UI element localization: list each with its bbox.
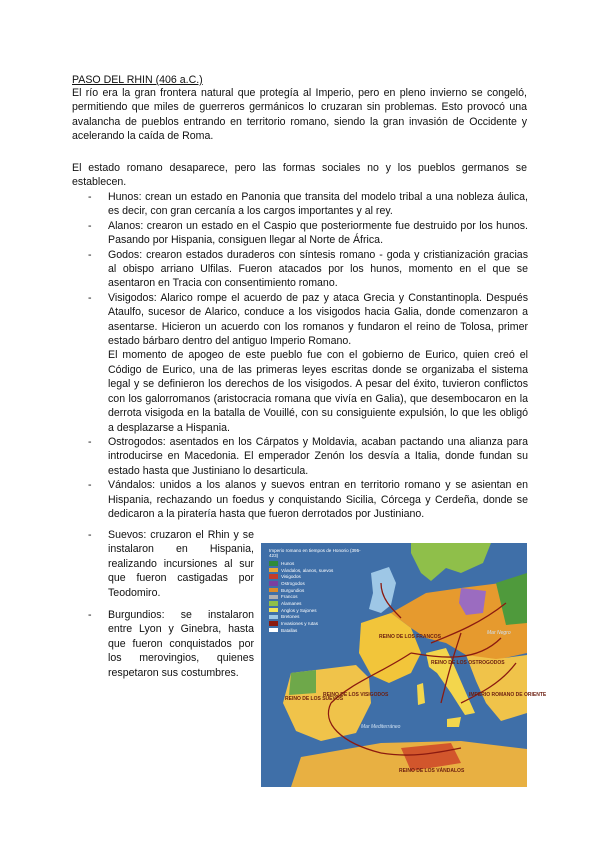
legend-row: Batallas xyxy=(269,627,365,634)
legend-row: Visigodos xyxy=(269,573,365,580)
peoples-list xyxy=(88,190,528,521)
intro-paragraph-1: El río era la gran frontera natural que protegía al Imperio, pero en pleno invierno se congeló, permitiendo que miles de guerreros germánicos lo cruzaran sin problemas. Esto provocó una avalancha de pueblos entrando en territorio romano, siendo la gran invasión de Occidente y acelerando la caída de Roma. xyxy=(72,87,527,143)
invasions-map xyxy=(261,543,547,787)
legend-row: Francos xyxy=(269,593,365,600)
map-label-ostrogoths: REINO DE LOS OSTROGODOS xyxy=(431,660,505,666)
section-title: PASO DEL RHIN (406 a.C.) xyxy=(72,74,203,86)
legend-row: Vándalos, alanos, suevos xyxy=(269,567,365,574)
map-legend xyxy=(269,548,365,634)
spacer xyxy=(88,600,254,608)
map-label-visigoths: REINO DE LOS VISIGODOS xyxy=(323,692,389,698)
legend-row: Hunos xyxy=(269,560,365,567)
list-item-hunos: - Hunos: crean un estado en Panonia que transita del modelo tribal a una nobleza áulica, es decir, con gran cercanía a los cargos importantes y al rey. xyxy=(88,191,528,218)
legend-swatch xyxy=(269,574,278,579)
legend-row: Invasiones y rutas xyxy=(269,620,365,627)
legend-swatch xyxy=(269,621,278,626)
legend-title: Imperio romano en tiempos de Honorio (395-423) xyxy=(269,548,361,558)
list-dash: - xyxy=(88,479,92,492)
legend-row: Anglos y Sajones xyxy=(269,607,365,614)
side-peoples-list xyxy=(88,528,254,680)
list-dash: - xyxy=(88,609,92,622)
list-item-suevos: - Suevos: cruzaron el Rhin y se instalaron en Hispania, realizando incursiones al sur que fueron castigadas por Teodomiro. xyxy=(88,529,254,599)
list-dash: - xyxy=(88,529,92,541)
list-item-visigodos: - Visigodos: Alarico rompe el acuerdo de paz y ataca Grecia y Constantinopla. Después Ataulfo, sucesor de Alarico, conduce a los visigodos hacia Galia, donde comenzaron a asentarse. Hicieron un acuerdo con los romanos y fundaron el reino de Tolosa, primer estado bárbaro dentro del antiguo Imperio Romano. El momento de apogeo de este pueblo fue con el gobierno de Eurico, quien creó el Código de Eurico, una de las primeras leyes escritas donde se organizaba el sistema legal y se definieron los derechos de los visigodos. A pesar del éxito, tuvieron conflictos con los galorromanos (aristocracia romana que vivía en Galia), que desembocaron en la derrota visigoda en la batalla de Vouillé, con su consiguiente expulsión, lo que les obligó a desplazarse a Hispania. xyxy=(88,291,528,434)
list-item-burgundios: - Burgundios: se instalaron entre Lyon y Ginebra, hasta que fueron conquistados por los merovingios, quienes respetaron sus costumbres. xyxy=(88,609,254,679)
map-label-eastern-empire: IMPERIO ROMANO DE ORIENTE xyxy=(469,692,547,698)
intro-paragraph-2: El estado romano desaparece, pero las formas sociales no y los pueblos germanos se establecen. xyxy=(72,162,527,189)
map-label-sueves: REINO DE LOS SUEVOS xyxy=(285,696,344,702)
legend-swatch xyxy=(269,601,278,606)
list-dash: - xyxy=(88,291,92,304)
map-label-vandals: REINO DE LOS VÁNDALOS xyxy=(399,768,465,774)
list-item-vandalos: - Vándalos: unidos a los alanos y suevos entran en territorio romano y se asientan en Hispania, rechazando un foedus y conquistando Sicilia, Córcega y Cerdeña, donde se dedicaron a la piratería hasta que fueron derrotados por Justiniano. xyxy=(88,479,528,520)
list-item-ostrogodos: - Ostrogodos: asentados en los Cárpatos y Moldavia, acaban pactando una alianza para introducirse en Macedonia. El emperador Zenón los desvía a Italia, donde fundan su estado hasta que Justiniano lo desarticula. xyxy=(88,435,528,477)
visigodos-continuation: El momento de apogeo de este pueblo fue con el gobierno de Eurico, quien creó el Código de Eurico, una de las primeras leyes escritas donde se organizaba el sistema legal y se definieron los derechos de los visigodos. A pesar del éxito, tuvieron conflictos con los galorromanos (aristocracia romana que vivía en Galia), que desembocaron en la derrota visigoda en la batalla de Vouillé, con su consiguiente expulsión, lo que les obligó a desplazarse a Hispania. xyxy=(108,349,528,434)
map-label-black-sea: Mar Negro xyxy=(487,630,511,636)
legend-swatch xyxy=(269,628,278,633)
list-dash: - xyxy=(88,191,92,203)
legend-row: Alamanes xyxy=(269,600,365,607)
legend-row: Ostrogodos xyxy=(269,580,365,587)
map-label-mediterranean: Mar Mediterráneo xyxy=(361,724,401,730)
legend-swatch xyxy=(269,608,278,613)
list-item-godos: - Godos: crearon estados duraderos con síntesis romano - goda y cristianización gracias al obispo arriano Ulfilas. Fueron atacados por los hunos, momento en el que se asentaron en Tracia con consentimiento romano. xyxy=(88,248,528,290)
map-label-franks: REINO DE LOS FRANCOS xyxy=(379,634,441,640)
legend-row: Burgundios xyxy=(269,587,365,594)
list-dash: - xyxy=(88,219,92,232)
list-dash: - xyxy=(88,435,92,448)
legend-swatch xyxy=(269,588,278,593)
list-dash: - xyxy=(88,248,92,261)
list-item-alanos: - Alanos: crearon un estado en el Caspio que posteriormente fue destruido por los hunos. Pasando por Hispania, consiguen llegar al Norte de África. xyxy=(88,219,528,247)
legend-swatch xyxy=(269,615,278,620)
legend-swatch xyxy=(269,581,278,586)
legend-row: Bretones xyxy=(269,614,365,621)
legend-swatch xyxy=(269,595,278,600)
legend-swatch xyxy=(269,561,278,566)
legend-swatch xyxy=(269,568,278,573)
